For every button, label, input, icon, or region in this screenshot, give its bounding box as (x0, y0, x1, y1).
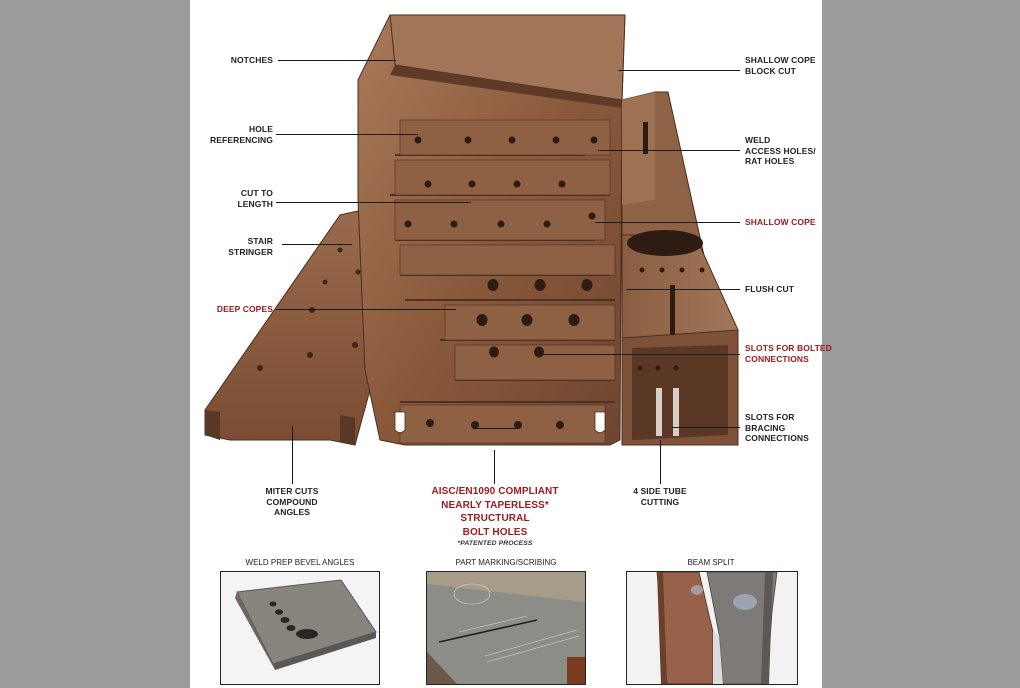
weld-access-holes-label: WELD ACCESS HOLES/ RAT HOLES (745, 135, 816, 166)
miter-cuts-label: MITER CUTS COMPOUND ANGLES (265, 486, 319, 517)
shallow-cope-block-cut-label: SHALLOW COPE BLOCK CUT (745, 55, 816, 76)
patented-note: *PATENTED PROCESS (457, 540, 533, 547)
deep-copes-leader (276, 309, 456, 310)
hole-referencing-leader (276, 134, 418, 135)
steel-members-illustration (190, 0, 822, 560)
slots-bracing-label: SLOTS FOR BRACING CONNECTIONS (745, 412, 809, 443)
stair-stringer-label: STAIR STRINGER (228, 236, 273, 257)
beam-split-photo (626, 571, 798, 685)
thumb-title-marking: PART MARKING/SCRIBING (455, 558, 557, 567)
thumb-title-bevel: WELD PREP BEVEL ANGLES (245, 558, 355, 567)
slots-bracing-leader (672, 427, 740, 428)
thumb-title-beam-split: BEAM SPLIT (687, 558, 735, 567)
hole-referencing-label: HOLE REFERENCING (210, 124, 273, 145)
slots-bolted-leader (540, 354, 740, 355)
slots-bolted-label: SLOTS FOR BOLTED CONNECTIONS (745, 343, 832, 364)
flush-cut-label: FLUSH CUT (745, 284, 795, 294)
tube-cutting-label: 4 SIDE TUBE CUTTING (633, 486, 687, 507)
document-page (190, 0, 832, 688)
stair-stringer-leader (282, 244, 352, 245)
deep-copes-label: DEEP COPES (216, 304, 273, 314)
weld-access-holes-leader (598, 150, 740, 151)
miter-cuts-leader (292, 426, 293, 484)
flush-cut-leader (626, 289, 740, 290)
bolt-holes-fork (473, 428, 517, 429)
shallow-cope-leader (595, 222, 740, 223)
shallow-cope-label: SHALLOW COPE (745, 217, 816, 227)
bolt-holes-label: AISC/EN1090 COMPLIANT NEARLY TAPERLESS* STRUCTURAL BOLT HOLES (431, 486, 559, 538)
shallow-cope-block-cut-leader (618, 70, 740, 71)
notches-leader (278, 60, 396, 61)
bolt-holes-leader (494, 450, 495, 484)
tube-cutting-leader (660, 440, 661, 484)
cut-to-length-leader (276, 202, 471, 203)
cut-to-length-label: CUT TO LENGTH (237, 188, 273, 209)
part-marking-photo (426, 571, 586, 685)
bevel-plate-photo (220, 571, 380, 685)
notches-label: NOTCHES (230, 55, 273, 65)
